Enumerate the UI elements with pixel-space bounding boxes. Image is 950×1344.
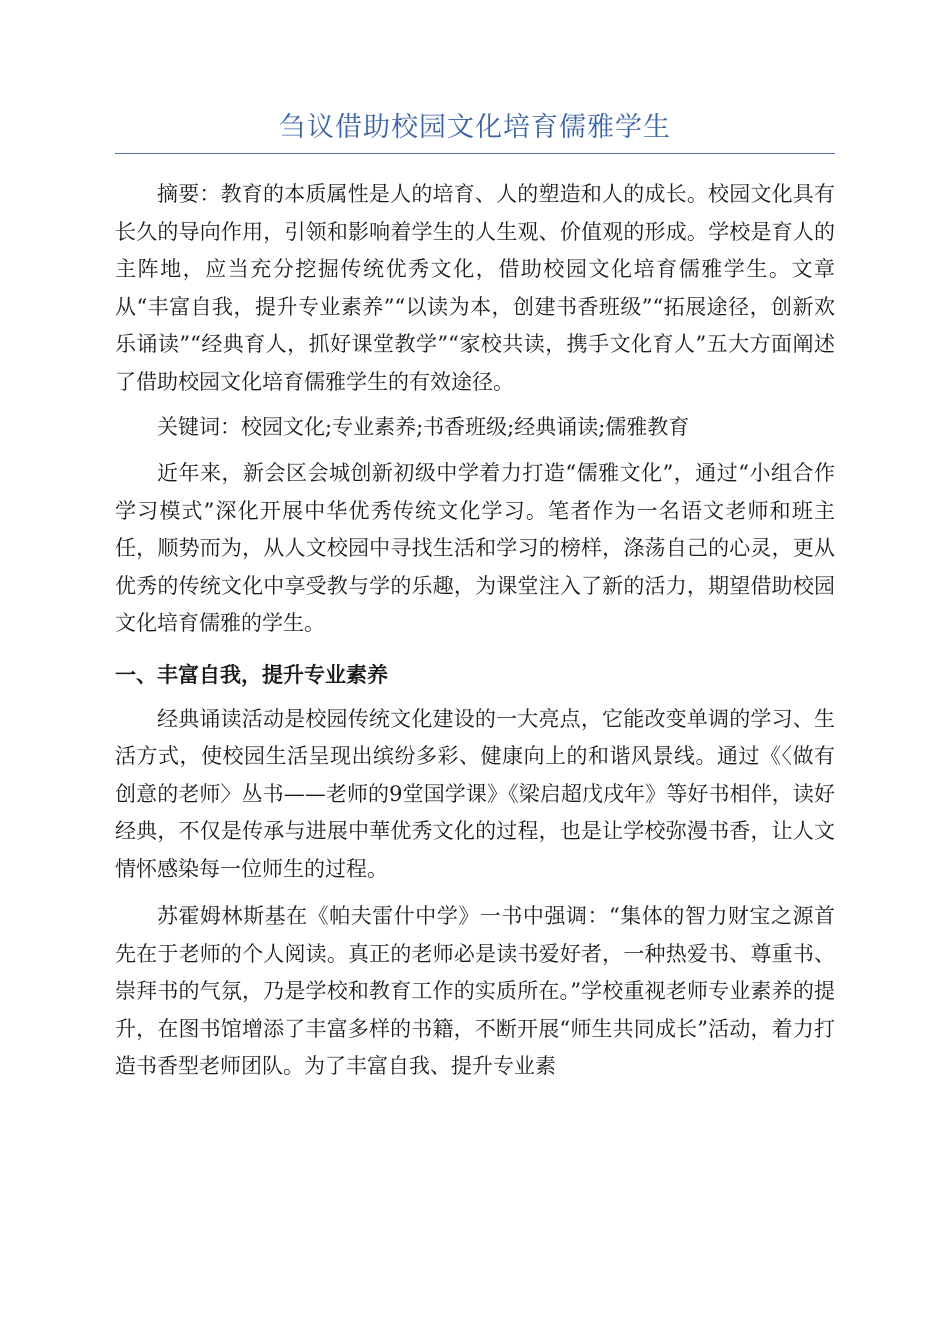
keywords-line: 关键词：校园文化;专业素养;书香班级;经典诵读;儒雅教育 [157,415,690,439]
document-body [115,176,835,1086]
document-title: 刍议借助校园文化培育儒雅学生 [279,112,671,143]
section1-paragraph-1: 经典诵读活动是校园传统文化建设的一大亮点，它能改变单调的学习、生活方式，使校园生活呈现出缤纷多彩、健康向上的和谐风景线。通过《〈做有创意的老师〉丛书——老师的9堂国学课》《梁启超戊戌年》等好书相伴，读好经典，不仅是传承与进展中華优秀文化的过程，也是让学校弥漫书香，让人文情怀感染每一位师生的过程。 [115,706,835,881]
intro-paragraph: 近年来，新会区会城创新初级中学着力打造“儒雅文化”，通过“小组合作学习模式”深化开展中华优秀传统文化学习。笔者作为一名语文老师和班主任，顺势而为，从人文校园中寻找生活和学习的榜样，涤荡自己的心灵，更从优秀的传统文化中享受教与学的乐趣，为课堂注入了新的活力，期望借助校园文化培育儒雅的学生。 [115,461,835,635]
title-underline [115,153,835,154]
section-heading-1: 一、丰富自我，提升专业素养 [115,662,388,687]
section1-paragraph-2: 苏霍姆林斯基在《帕夫雷什中学》一书中强调：“集体的智力财宝之源首先在于老师的个人阅读。真正的老师必是读书爱好者，一种热爱书、尊重书、崇拜书的气氛，乃是学校和教育工作的实质所在。”学校重视老师专业素养的提升，在图书馆增添了丰富多样的书籍，不断开展“师生共同成长”活动，着力打造书香型老师团队。为了丰富自我、提升专业素 [115,904,835,1078]
abstract-paragraph: 摘要：教育的本质属性是人的培育、人的塑造和人的成长。校园文化具有长久的导向作用，引领和影响着学生的人生观、价值观的形成。学校是育人的主阵地，应当充分挖掘传统优秀文化，借助校园文化培育儒雅学生。文章从“丰富自我，提升专业素养”“以读为本，创建书香班级”“拓展途径，创新欢乐诵读”“经典育人，抓好课堂教学”“家校共读，携手文化育人”五大方面阐述了借助校园文化培育儒雅学生的有效途径。 [115,182,835,394]
